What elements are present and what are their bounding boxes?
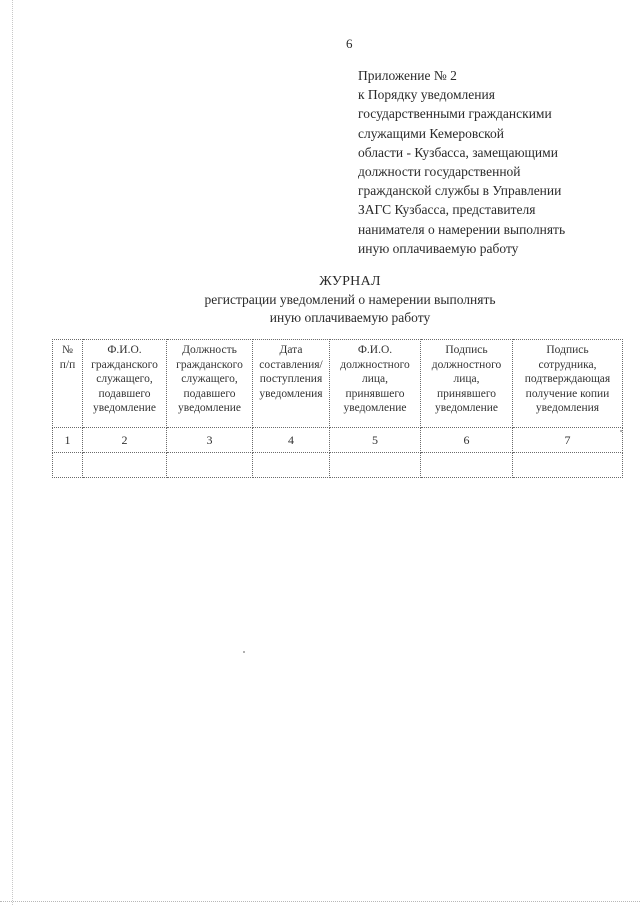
header-text: лица, [361,373,389,385]
header-text: гражданского [176,358,243,371]
header-text: служащего, [181,373,238,385]
appendix-line: государственными гражданскими [358,106,552,122]
header-text: уведомление [343,402,407,414]
header-text: уведомления [259,387,323,400]
header-text: принявшего [436,387,497,400]
page-number: 6 [346,36,353,51]
appendix-line: иную оплачиваемую работу [358,240,519,256]
header-text: получение копии [525,387,610,400]
header-text: подавшего [98,387,151,400]
appendix-block [358,66,628,258]
appendix-line: служащими Кемеровской [358,125,505,141]
header-text: уведомление [435,402,498,414]
table-header-row [53,340,623,428]
scan-edge-bottom [0,901,640,903]
header-text: № [62,344,73,356]
header-text: принявшего [345,387,405,400]
header-cell-applicant-name [83,340,167,428]
header-cell-applicant-position [167,340,253,428]
header-text: Подпись [546,344,589,356]
header-text: уведомление [93,402,156,414]
header-cell-number [53,340,83,428]
journal-title: ЖУРНАЛ [319,274,381,289]
empty-cell [513,453,623,478]
empty-cell [167,453,253,478]
empty-cell [421,453,513,478]
appendix-line: области - Кузбасса, замещающими [358,144,558,160]
empty-cell [83,453,167,478]
header-cell-official-name [330,340,421,428]
header-text: подтверждающая [524,373,611,385]
header-text: Дата [279,344,303,356]
appendix-line: должности государственной [358,164,521,180]
header-text: должностного [340,358,410,371]
header-text: подавшего [183,387,236,400]
table-row-empty [53,453,623,478]
appendix-line: к Порядку уведомления [358,87,495,103]
column-number-row [53,428,623,453]
header-text: сотрудника, [538,358,597,371]
header-text: служащего, [96,373,153,385]
header-text: лица, [453,373,480,385]
header-text: Ф.И.О. [357,344,393,356]
journal-subtitle: регистрации уведомлений о намерении выполнять [204,292,496,307]
column-number-cell: 6 [421,428,513,453]
column-number-cell: 2 [83,428,167,453]
header-text: должностного [431,358,502,371]
journal-subtitle: иную оплачиваемую работу [269,310,431,325]
header-text: составления/ [259,358,323,371]
header-text: Ф.И.О. [107,344,142,356]
header-text: уведомление [178,402,241,414]
header-text: гражданского [91,358,158,371]
header-cell-date [253,340,330,428]
header-text: поступления [259,373,323,385]
appendix-line: Приложение № 2 [358,68,457,83]
header-cell-official-signature [421,340,513,428]
column-number-cell: 1 [53,428,83,453]
column-number-cell: 5 [330,428,421,453]
empty-cell [253,453,330,478]
header-text: Должность [182,344,237,356]
appendix-line: ЗАГС Кузбасса, представителя [358,202,536,218]
column-number-cell: 3 [167,428,253,453]
header-text: Подпись [445,344,488,356]
appendix-line: гражданской службы в Управлении [358,183,562,199]
appendix-line: нанимателя о намерении выполнять [358,221,566,237]
header-text: п/п [59,358,76,371]
journal-table [52,339,623,478]
scan-speck [243,651,245,653]
scan-edge-left [12,0,14,905]
empty-cell [53,453,83,478]
empty-cell [330,453,421,478]
column-number-cell: 7 [513,428,623,453]
header-cell-employee-signature [513,340,623,428]
header-text: уведомления [535,402,600,414]
column-number-cell: 4 [253,428,330,453]
